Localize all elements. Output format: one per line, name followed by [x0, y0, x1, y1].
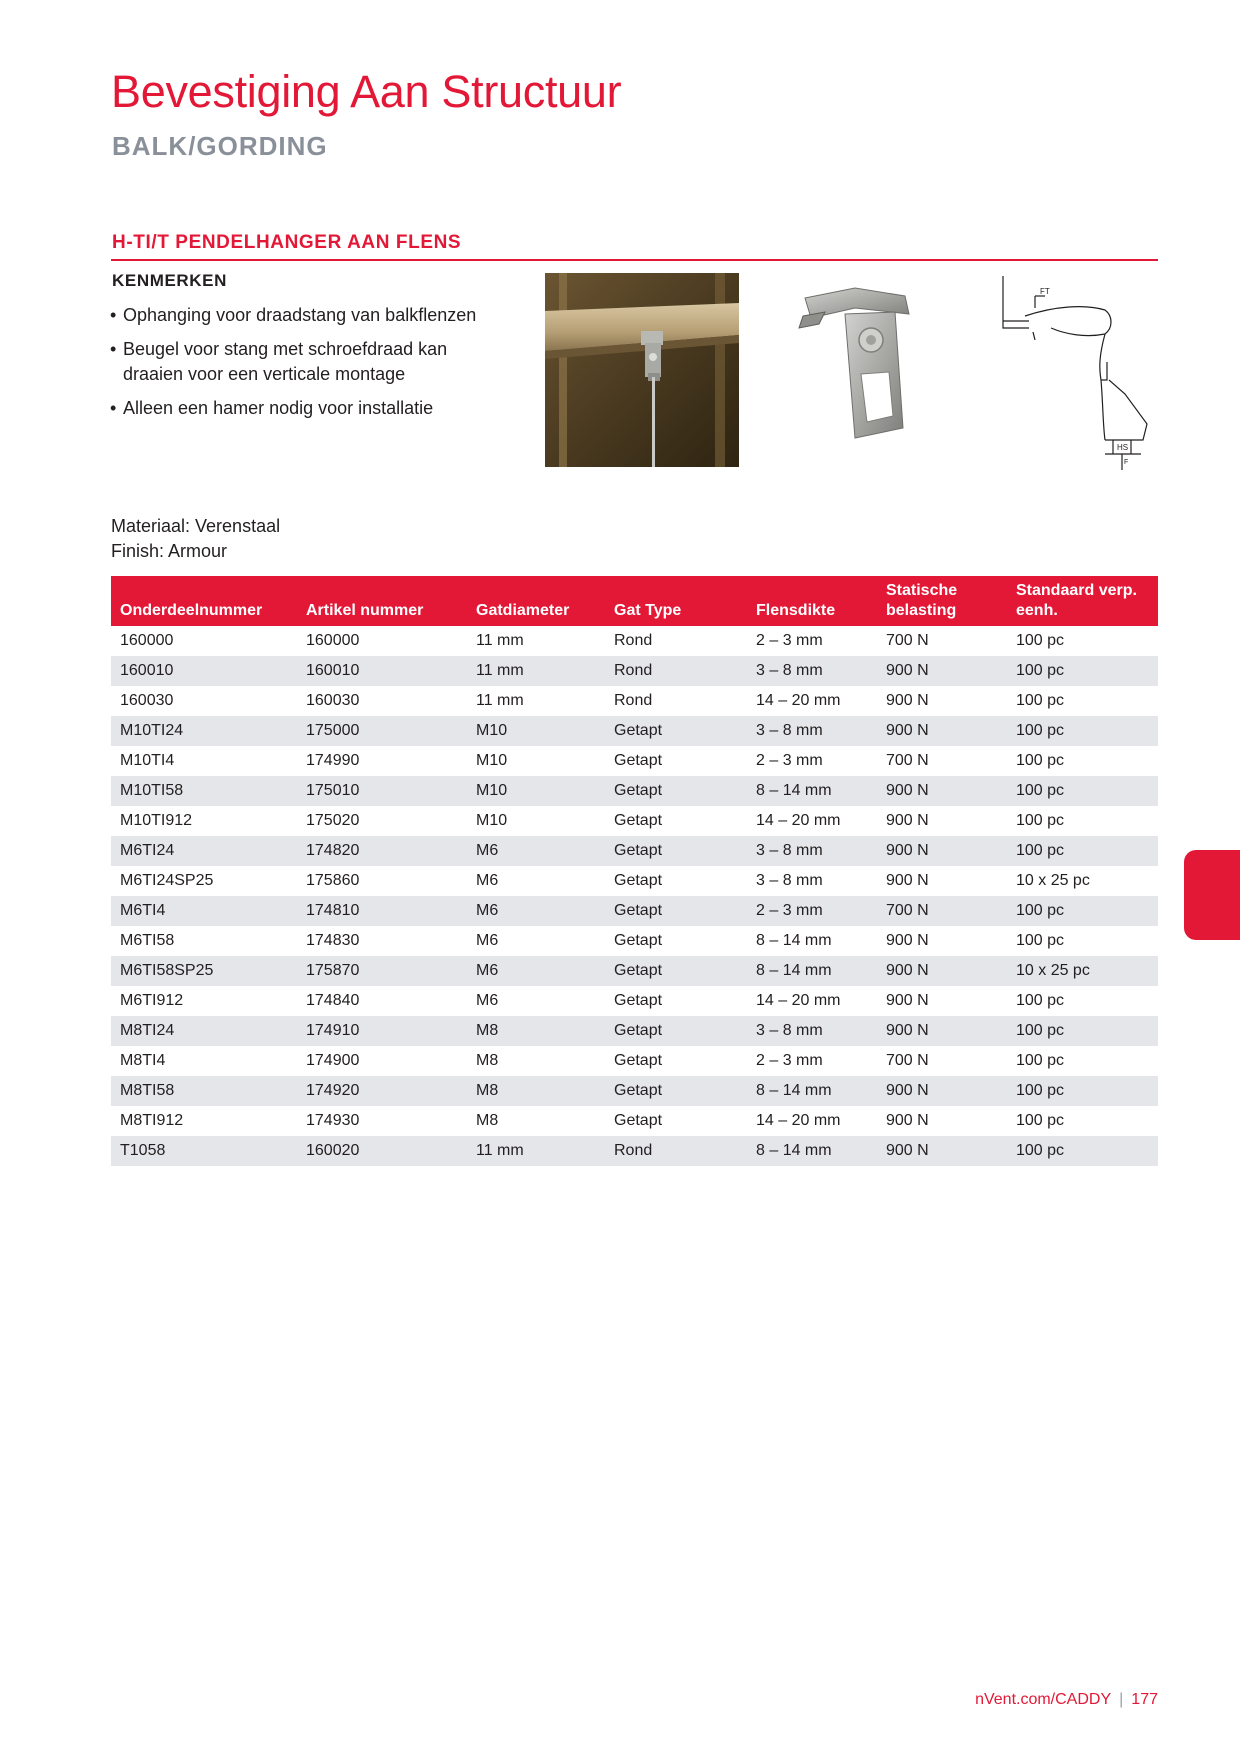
cell-hole-type: Getapt: [605, 776, 747, 806]
header-hole-type: Gat Type: [605, 576, 747, 626]
cell-part-number: M8TI58: [111, 1076, 297, 1106]
cell-article-number: 174910: [297, 1016, 467, 1046]
cell-hole-diameter: M10: [467, 716, 605, 746]
cell-hole-diameter: M6: [467, 836, 605, 866]
cell-hole-diameter: M10: [476, 752, 508, 769]
cell-hole-type: Getapt: [614, 992, 663, 1009]
cell-part-number: M6TI912: [120, 992, 184, 1009]
cell-part-number: M10TI24: [111, 716, 297, 746]
installation-photo: [545, 273, 739, 467]
footer: [975, 1691, 1158, 1709]
cell-article-number: 175000: [297, 716, 467, 746]
cell-hole-diameter: M6: [476, 992, 499, 1009]
feature-item: • Beugel voor stang met schroefdraad kan draaien voor een verticale montage: [110, 337, 510, 387]
cell-part-number: M10TI4: [120, 752, 175, 769]
cell-hole-type: Getapt: [605, 716, 747, 746]
drawing-label-f: F: [1124, 459, 1129, 466]
technical-drawing: [995, 276, 1155, 474]
footer-separator: |: [1119, 1691, 1124, 1708]
cell-hole-type: Getapt: [614, 932, 663, 949]
cell-article-number: 175010: [297, 776, 467, 806]
cell-article-number: 174930: [306, 1112, 360, 1129]
cell-static-load: 700 N: [886, 632, 929, 649]
header-part-number: Onderdeelnummer: [111, 576, 297, 626]
cell-hole-diameter: M10: [476, 812, 508, 829]
cell-static-load: 900 N: [877, 716, 1007, 746]
cell-static-load: 700 N: [877, 896, 1007, 926]
feature-item: • Ophanging voor draadstang van balkflenzen: [110, 303, 510, 328]
table-row: [111, 1106, 1158, 1136]
cell-article-number: 175020: [306, 812, 360, 829]
table-row: [111, 776, 1158, 806]
cell-part-number: M10TI912: [120, 812, 193, 829]
cell-part-number: M8TI4: [120, 1052, 166, 1069]
drawing-label-hs: HS: [1117, 443, 1129, 452]
cell-flange-thickness: 8 – 14 mm: [747, 1136, 877, 1166]
cell-static-load: 700 N: [886, 1052, 929, 1069]
cell-flange-thickness: 3 – 8 mm: [747, 656, 877, 686]
cell-article-number: 160000: [306, 632, 360, 649]
footer-site-link[interactable]: nVent.com/CADDY: [975, 1691, 1112, 1708]
cell-hole-diameter: M8: [467, 1016, 605, 1046]
feature-item: • Alleen een hamer nodig voor installatie: [110, 396, 510, 421]
cell-package-unit: 10 x 25 pc: [1016, 872, 1090, 889]
table-row: [111, 986, 1158, 1016]
finish-spec: Finish: Armour: [111, 541, 228, 561]
cell-package-unit: 100 pc: [1016, 692, 1065, 709]
cell-hole-type: Getapt: [614, 812, 663, 829]
cell-package-unit: 100 pc: [1016, 1112, 1065, 1129]
table-row: [111, 626, 1158, 656]
cell-package-unit: 100 pc: [1016, 752, 1065, 769]
cell-flange-thickness: 2 – 3 mm: [756, 752, 823, 769]
cell-static-load: 900 N: [886, 692, 929, 709]
chapter-tab: [1184, 850, 1240, 940]
cell-hole-diameter: M10: [467, 776, 605, 806]
cell-hole-type: Getapt: [605, 1016, 747, 1046]
cell-flange-thickness: 3 – 8 mm: [747, 716, 877, 746]
cell-hole-type: Getapt: [614, 1112, 663, 1129]
cell-part-number: M8TI912: [120, 1112, 184, 1129]
table-row: [111, 1046, 1158, 1076]
header-article-number: Artikel nummer: [297, 576, 467, 626]
cell-flange-thickness: 14 – 20 mm: [756, 1112, 841, 1129]
cell-part-number: M10TI58: [111, 776, 297, 806]
cell-hole-diameter: 11 mm: [467, 1136, 605, 1166]
cell-hole-type: Getapt: [614, 752, 663, 769]
cell-static-load: 900 N: [877, 1136, 1007, 1166]
cell-article-number: 174830: [306, 932, 360, 949]
header-hole-diameter: Gatdiameter: [467, 576, 605, 626]
cell-part-number: T1058: [111, 1136, 297, 1166]
cell-hole-type: Getapt: [605, 1076, 747, 1106]
cell-hole-type: Getapt: [605, 956, 747, 986]
cell-package-unit: 100 pc: [1007, 1136, 1158, 1166]
cell-article-number: 160010: [297, 656, 467, 686]
table-row: [111, 836, 1158, 866]
cell-flange-thickness: 14 – 20 mm: [756, 812, 841, 829]
cell-article-number: 160020: [297, 1136, 467, 1166]
cell-article-number: 174900: [306, 1052, 360, 1069]
cell-hole-type: Getapt: [605, 836, 747, 866]
cell-static-load: 900 N: [877, 956, 1007, 986]
cell-package-unit: 10 x 25 pc: [1007, 956, 1158, 986]
cell-flange-thickness: 2 – 3 mm: [747, 896, 877, 926]
cell-package-unit: 100 pc: [1007, 776, 1158, 806]
cell-package-unit: 100 pc: [1007, 1076, 1158, 1106]
cell-package-unit: 100 pc: [1007, 896, 1158, 926]
table-row: [111, 866, 1158, 896]
cell-hole-diameter: 11 mm: [476, 692, 524, 709]
cell-article-number: 174840: [306, 992, 360, 1009]
cell-flange-thickness: 8 – 14 mm: [756, 932, 832, 949]
cell-hole-type: Rond: [614, 632, 653, 649]
cell-hole-diameter: M6: [476, 932, 499, 949]
cell-article-number: 160030: [306, 692, 360, 709]
cell-static-load: 900 N: [886, 812, 929, 829]
cell-hole-type: Rond: [605, 1136, 747, 1166]
cell-hole-diameter: M8: [467, 1076, 605, 1106]
cell-static-load: 900 N: [877, 776, 1007, 806]
table-row: [111, 656, 1158, 686]
table-row: [111, 1016, 1158, 1046]
page-number: 177: [1131, 1691, 1158, 1708]
cell-hole-diameter: 11 mm: [476, 632, 524, 649]
cell-static-load: 900 N: [877, 836, 1007, 866]
cell-flange-thickness: 3 – 8 mm: [747, 1016, 877, 1046]
table-row: [111, 926, 1158, 956]
cell-static-load: 900 N: [877, 1076, 1007, 1106]
cell-part-number: M8TI24: [111, 1016, 297, 1046]
cell-static-load: 900 N: [886, 992, 929, 1009]
cell-static-load: 900 N: [886, 872, 929, 889]
cell-article-number: 174810: [297, 896, 467, 926]
cell-hole-type: Getapt: [605, 896, 747, 926]
cell-package-unit: 100 pc: [1016, 992, 1065, 1009]
cell-package-unit: 100 pc: [1007, 716, 1158, 746]
cell-hole-diameter: 11 mm: [467, 656, 605, 686]
cell-hole-diameter: M6: [467, 956, 605, 986]
product-heading: H-TI/T PENDELHANGER AAN FLENS: [112, 232, 462, 253]
cell-part-number: M6TI24: [111, 836, 297, 866]
cell-package-unit: 100 pc: [1016, 1052, 1065, 1069]
drawing-label-ft: FT: [1040, 287, 1050, 296]
cell-flange-thickness: 8 – 14 mm: [747, 776, 877, 806]
cell-part-number: 160030: [120, 692, 174, 709]
table-row: [111, 686, 1158, 716]
cell-flange-thickness: 8 – 14 mm: [747, 956, 877, 986]
table-row: [111, 716, 1158, 746]
cell-article-number: 174820: [297, 836, 467, 866]
cell-flange-thickness: 3 – 8 mm: [747, 836, 877, 866]
material-spec: Materiaal: Verenstaal: [111, 516, 281, 536]
cell-article-number: 174920: [297, 1076, 467, 1106]
features-list: [110, 303, 510, 430]
cell-static-load: 900 N: [877, 1016, 1007, 1046]
cell-article-number: 174990: [306, 752, 360, 769]
features-heading: KENMERKEN: [112, 271, 227, 290]
cell-static-load: 900 N: [886, 1112, 929, 1129]
cell-hole-type: Rond: [614, 692, 653, 709]
header-flange-thickness: Flensdikte: [747, 576, 877, 626]
cell-hole-diameter: M6: [476, 872, 499, 889]
cell-package-unit: 100 pc: [1007, 656, 1158, 686]
header-static-load: Statische belasting: [877, 576, 1007, 626]
cell-part-number: 160000: [120, 632, 174, 649]
cell-package-unit: 100 pc: [1007, 836, 1158, 866]
cell-article-number: 175860: [306, 872, 360, 889]
cell-hole-diameter: M6: [467, 896, 605, 926]
cell-hole-type: Getapt: [614, 872, 663, 889]
cell-package-unit: 100 pc: [1016, 632, 1065, 649]
cell-hole-diameter: M8: [476, 1112, 499, 1129]
cell-hole-type: Rond: [605, 656, 747, 686]
product-table: [111, 576, 1158, 1166]
page-title: Bevestiging Aan Structuur: [111, 66, 622, 117]
cell-flange-thickness: 14 – 20 mm: [756, 992, 841, 1009]
cell-package-unit: 100 pc: [1007, 1016, 1158, 1046]
cell-static-load: 900 N: [877, 656, 1007, 686]
table-row: [111, 896, 1158, 926]
page-subtitle: BALK/GORDING: [112, 131, 328, 161]
cell-part-number: M6TI58: [120, 932, 175, 949]
cell-flange-thickness: 3 – 8 mm: [756, 872, 823, 889]
header-package-unit: Standaard verp. eenh.: [1007, 576, 1158, 626]
cell-article-number: 175870: [297, 956, 467, 986]
cell-flange-thickness: 14 – 20 mm: [756, 692, 841, 709]
cell-hole-type: Getapt: [614, 1052, 663, 1069]
cell-package-unit: 100 pc: [1016, 812, 1065, 829]
table-row: [111, 1076, 1158, 1106]
section-divider: [111, 259, 1158, 261]
product-photo: [785, 278, 935, 458]
cell-hole-diameter: M8: [476, 1052, 499, 1069]
cell-part-number: M6TI4: [111, 896, 297, 926]
table-header-row: [111, 576, 1158, 626]
cell-part-number: M6TI24SP25: [120, 872, 214, 889]
table-row: [111, 746, 1158, 776]
table-row: [111, 1136, 1158, 1166]
cell-static-load: 900 N: [886, 932, 929, 949]
cell-package-unit: 100 pc: [1016, 932, 1065, 949]
cell-flange-thickness: 2 – 3 mm: [756, 632, 823, 649]
cell-static-load: 700 N: [886, 752, 929, 769]
table-row: [111, 956, 1158, 986]
cell-flange-thickness: 8 – 14 mm: [747, 1076, 877, 1106]
cell-flange-thickness: 2 – 3 mm: [756, 1052, 823, 1069]
cell-part-number: M6TI58SP25: [111, 956, 297, 986]
table-row: [111, 806, 1158, 836]
cell-part-number: 160010: [111, 656, 297, 686]
